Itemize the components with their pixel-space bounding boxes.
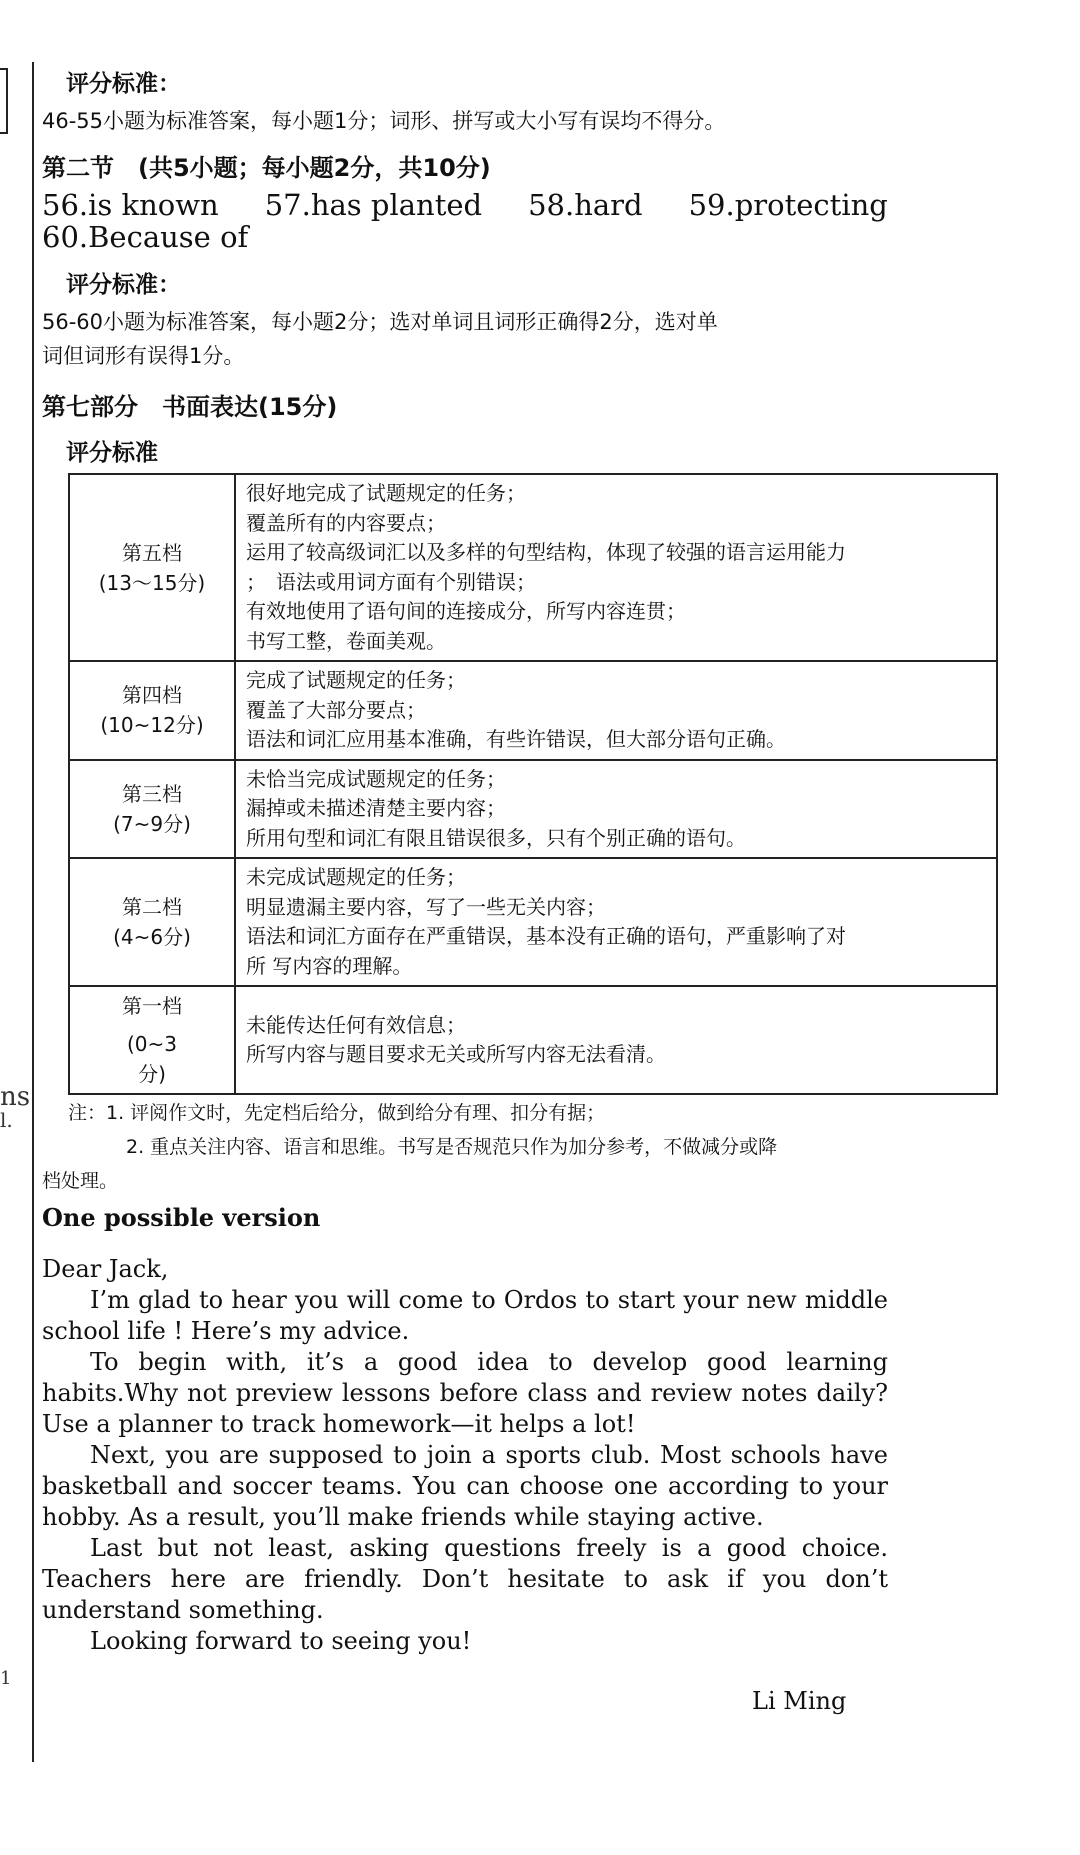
rubric-level: 第一档	[122, 994, 182, 1018]
rubric-line: 所写内容与题目要求无关或所写内容无法看清。	[246, 1042, 666, 1066]
letter-signature: Li Ming	[752, 1687, 847, 1715]
rubric-description	[235, 858, 997, 986]
answer-key-content	[42, 64, 1012, 1715]
answer-item: 56.is known	[42, 188, 219, 222]
rubric-row	[69, 986, 997, 1094]
letter-paragraph: Next, you are supposed to join a sports club. Most schools have basketball and soccer teams. You can choose one according to your hobby. As a result, you’ll make friends while staying active.	[42, 1441, 888, 1531]
rubric-level: 第四档	[122, 683, 182, 708]
answer-item: 60.Because of	[42, 220, 249, 254]
grading-note: 2. 重点关注内容、语言和思维。书写是否规范只作为加分参考，不做减分或降	[126, 1136, 778, 1158]
rubric-line: 所 写内容的理解。	[246, 953, 413, 978]
rubric-level-cell	[69, 474, 235, 661]
rubric-row	[69, 858, 997, 986]
rubric-description	[235, 986, 997, 1094]
rubric-row	[69, 474, 997, 661]
answer-item: 57.has planted	[264, 188, 483, 222]
rubric-description	[235, 661, 997, 760]
answer-list	[42, 189, 1012, 253]
rubric-level: 第二档	[122, 895, 182, 919]
rubric-description	[235, 474, 997, 661]
rubric-line: 未完成试题规定的任务；	[246, 865, 466, 889]
page-edge-box	[0, 68, 8, 134]
rubric-level-cell	[69, 661, 235, 760]
letter-paragraph: Last but not least, asking questions freely is a good choice. Teachers here are friendly. Don’t hesitate to ask if you don’t understand something.	[42, 1534, 888, 1624]
rubric-score: (0~3	[126, 1032, 177, 1056]
criteria-text: 56-60小题为标准答案，每小题2分；选对单词且词形正确得2分，选对单	[42, 310, 718, 334]
rubric-line: 语法和词汇方面存在严重错误，基本没有正确的语句，严重影响了对	[246, 924, 846, 948]
rubric-score: (7~9分)	[113, 811, 191, 836]
rubric-score: 分)	[138, 1062, 166, 1086]
rubric-score: (4~6分)	[113, 925, 191, 949]
grading-note: 档处理。	[42, 1170, 119, 1192]
part-heading: 第七部分 书面表达(15分)	[42, 393, 338, 421]
rubric-line: 未恰当完成试题规定的任务；	[246, 766, 506, 791]
rubric-line: 覆盖了大部分要点；	[246, 697, 426, 722]
criteria-label: 评分标准	[66, 440, 158, 466]
criteria-text: 46-55小题为标准答案，每小题1分；词形、拼写或大小写有误均不得分。	[42, 109, 726, 133]
letter-greeting: Dear Jack,	[42, 1255, 169, 1283]
rubric-level-cell	[69, 858, 235, 986]
rubric-line: 所用句型和词汇有限且错误很多，只有个别正确的语句。	[246, 825, 746, 850]
rubric-level: 第三档	[122, 781, 182, 806]
rubric-level: 第五档	[122, 540, 182, 565]
rubric-line: 完成了试题规定的任务；	[246, 668, 466, 692]
rubric-score: (10~12分)	[100, 713, 204, 738]
answer-item: 59.protecting	[688, 188, 888, 222]
letter-paragraph: To begin with, it’s a good idea to develop good learning habits.Why not preview lessons before class and review notes daily? Use a planner to track homework—it helps a lot!	[42, 1348, 888, 1438]
rubric-line: 明显遗漏主要内容，写了一些无关内容；	[246, 894, 606, 919]
rubric-line: 漏掉或未描述清楚主要内容；	[246, 796, 506, 820]
rubric-line: 书写工整，卷面美观。	[246, 628, 446, 653]
margin-fragment: ns	[0, 1082, 31, 1112]
rubric-line: 有效地使用了语句间的连接成分，所写内容连贯；	[246, 599, 686, 623]
rubric-row	[69, 760, 997, 859]
margin-fragment: l.	[0, 1108, 13, 1132]
rubric-description	[235, 760, 997, 859]
rubric-line: 覆盖所有的内容要点；	[246, 510, 446, 535]
sample-title: One possible version	[42, 1203, 321, 1232]
section-heading: 第二节 (共5小题；每小题2分，共10分)	[42, 154, 491, 182]
rubric-level-cell	[69, 986, 235, 1094]
grading-note: 注：1. 评阅作文时，先定档后给分，做到给分有理、扣分有据；	[68, 1102, 606, 1124]
criteria-label: 评分标准：	[66, 272, 181, 298]
rubric-level-cell	[69, 760, 235, 859]
letter-paragraph: Looking forward to seeing you!	[90, 1627, 472, 1655]
page-left-rule	[32, 62, 34, 1762]
criteria-label: 评分标准：	[66, 71, 181, 97]
answer-item: 58.hard	[528, 188, 643, 222]
rubric-line: ； 语法或用词方面有个别错误；	[246, 569, 536, 594]
rubric-table	[68, 473, 998, 1095]
rubric-score: (13～15分)	[98, 570, 206, 595]
letter-paragraph: I’m glad to hear you will come to Ordos to start your new middle school life ! Here’s my advice.	[42, 1286, 888, 1345]
rubric-line: 未能传达任何有效信息；	[246, 1012, 466, 1037]
rubric-line: 很好地完成了试题规定的任务；	[246, 481, 526, 505]
criteria-text: 词但词形有误得1分。	[42, 344, 245, 368]
margin-fragment: 1	[0, 1668, 12, 1689]
sample-letter	[42, 1254, 888, 1657]
rubric-line: 语法和词汇应用基本准确，有些许错误，但大部分语句正确。	[246, 727, 786, 751]
rubric-row	[69, 661, 997, 760]
rubric-line: 运用了较高级词汇以及多样的句型结构，体现了较强的语言运用能力	[246, 540, 846, 564]
